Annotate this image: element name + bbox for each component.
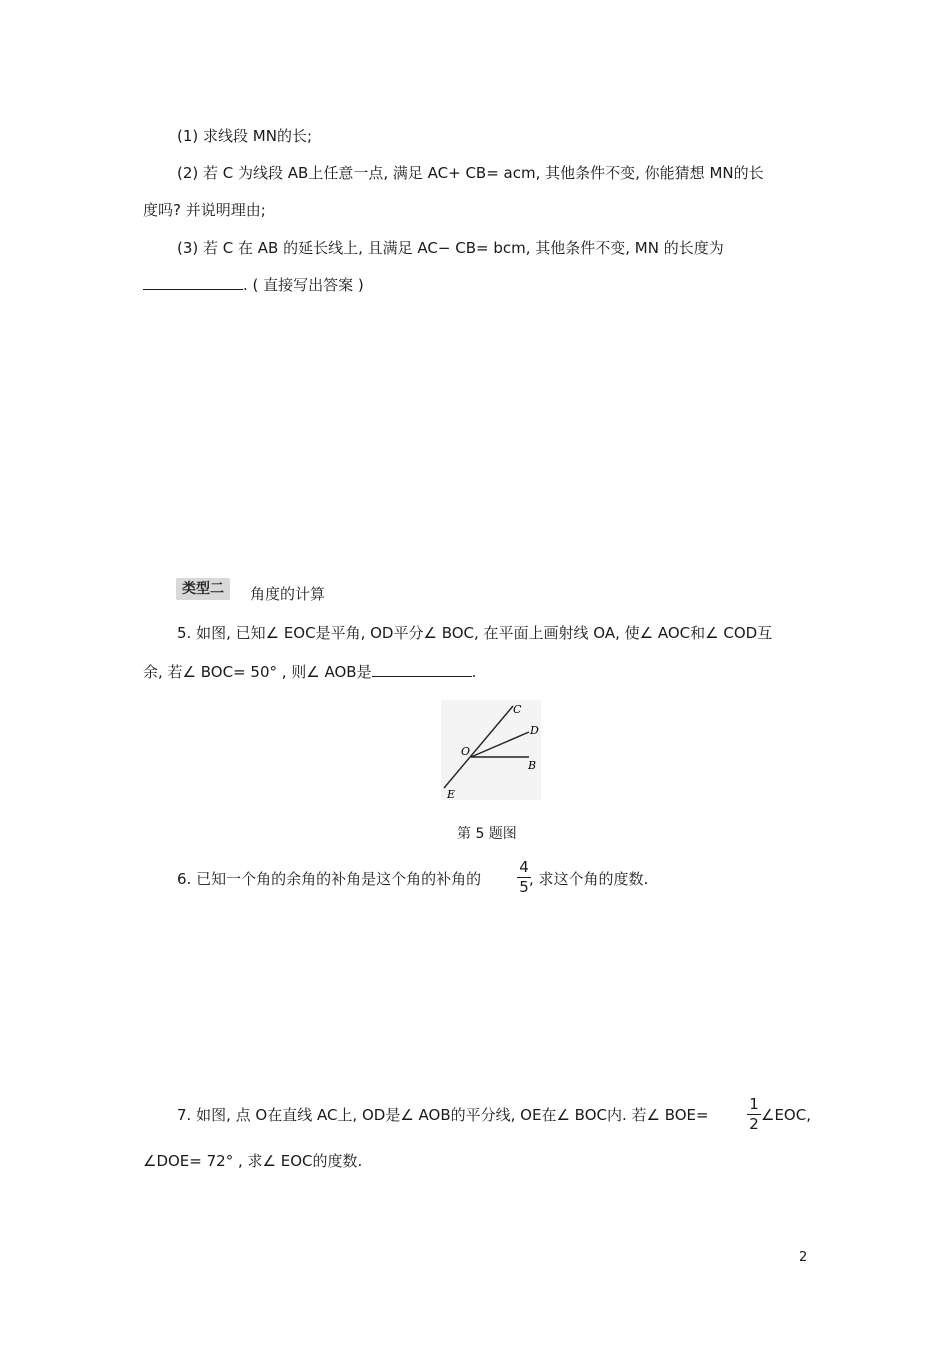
label-c: C (513, 703, 522, 716)
q7-line2: ∠DOE= 72° , 求∠ EOC的度数. (143, 1152, 363, 1170)
q4-part3-line1: (3) 若 C 在 AB 的延长线上, 且满足 AC− CB= bcm, 其他条件不变, MN 的长度为 (177, 239, 724, 257)
label-b: B (528, 759, 537, 772)
q7-line1-suffix: ∠EOC, (761, 1106, 811, 1124)
figure-background (441, 700, 541, 800)
q4-part3-line2 (143, 275, 364, 295)
label-o: O (461, 745, 471, 758)
q4-part2-line2: 度吗? 并说明理由; (143, 201, 266, 219)
q4-part1: (1) 求线段 MN的长; (177, 127, 313, 145)
q7-fraction (747, 1096, 761, 1133)
label-e: E (447, 788, 456, 800)
q4-part2-line1: (2) 若 C 为线段 AB上任意一点, 满足 AC+ CB= acm, 其他条件不变, 你能猜想 MN的长 (177, 164, 764, 182)
q4-part3-suffix: . ( 直接写出答案 ) (243, 276, 364, 294)
answer-blank (143, 275, 243, 290)
q5-line2-prefix: 余, 若∠ BOC= 50° , 则∠ AOB是 (143, 663, 372, 681)
angle-figure (441, 700, 541, 800)
section-badge: 类型二 (176, 578, 230, 600)
q5-line1: 5. 如图, 已知∠ EOC是平角, OD平分∠ BOC, 在平面上画射线 OA, 使∠ AOC和∠ COD互 (177, 624, 773, 642)
section-title: 角度的计算 (250, 585, 326, 603)
q6-text-suffix: , 求这个角的度数. (529, 870, 649, 888)
q6-frac-num: 4 (519, 858, 529, 876)
q7-frac-num: 1 (749, 1095, 759, 1113)
q6-text-prefix: 6. 已知一个角的余角的补角是这个角的补角的 (177, 870, 482, 888)
answer-blank (372, 662, 472, 677)
page-number: 2 (799, 1250, 808, 1265)
figure-caption: 第 5 题图 (457, 826, 517, 842)
q5-line2 (143, 662, 476, 682)
q5-line2-suffix: . (471, 663, 477, 681)
q7-frac-den: 2 (749, 1115, 759, 1133)
label-d: D (530, 724, 539, 737)
q6-frac-den: 5 (519, 878, 529, 896)
q7-line1-prefix: 7. 如图, 点 O在直线 AC上, OD是∠ AOB的平分线, OE在∠ BOC内. 若∠ BOE= (177, 1106, 709, 1124)
